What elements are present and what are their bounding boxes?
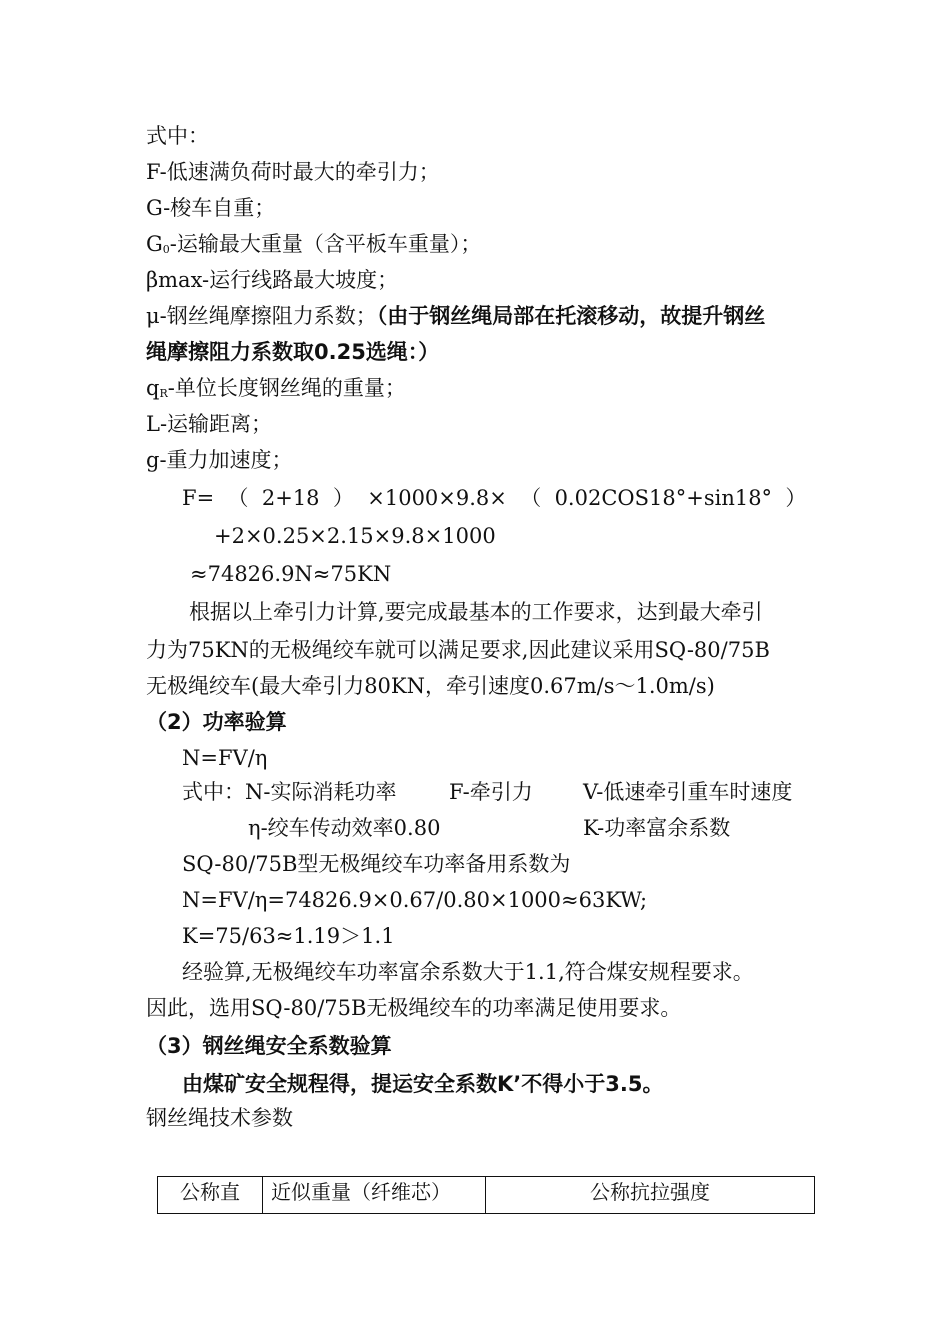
- rope-params-caption: 钢丝绳技术参数: [146, 1106, 293, 1130]
- mu-note-bold: （由于钢丝绳局部在托滚移动，故提升钢丝: [376, 304, 766, 328]
- table-header-diameter: 公称直: [158, 1177, 263, 1214]
- g0-subscript: 0: [162, 243, 170, 256]
- g0-symbol: G: [146, 232, 163, 256]
- rope-params-table: [157, 1176, 815, 1214]
- line-g-accel-def: g-重力加速度；: [146, 448, 293, 472]
- line-beta-def: βmax-运行线路最大坡度；: [146, 268, 399, 292]
- var-k: K-功率富余系数: [583, 816, 731, 840]
- formula-line-1: F= （ 2+18 ） ×1000×9.8× （ 0.02COS18°+sin18° ）: [182, 486, 807, 510]
- formula-result: ≈74826.9N≈75KN: [190, 562, 392, 586]
- var-eta: η-绞车传动效率0.80: [248, 816, 441, 840]
- line-mu-def: [146, 298, 765, 334]
- var-v: V-低速牵引重车时速度: [583, 780, 793, 804]
- formula-line-2: +2×0.25×2.15×9.8×1000: [214, 524, 496, 548]
- power-formula: N=FV/η: [182, 746, 268, 770]
- para-conclusion-2: 因此，选用SQ-80/75B无极绳绞车的功率满足使用要求。: [146, 996, 682, 1020]
- safety-rule: 由煤矿安全规程得，提运安全系数K’不得小于3.5。: [182, 1072, 664, 1096]
- para-conclusion-1: 经验算,无极绳绞车功率富余系数大于1.1,符合煤安规程要求。: [182, 960, 754, 984]
- line-qr-def: [146, 370, 406, 406]
- k-calc: K=75/63≈1.19＞1.1: [182, 924, 395, 948]
- line-mu-note-cont: 绳摩擦阻力系数取0.25选绳：）: [146, 340, 440, 364]
- line-g-def: G-梭车自重；: [146, 196, 276, 220]
- var-n: 式中：N-实际消耗功率: [182, 780, 397, 804]
- table-header-row: [158, 1177, 815, 1214]
- power-calc: N=FV/η=74826.9×0.67/0.80×1000≈63KW;: [182, 888, 648, 912]
- qr-symbol: q: [146, 376, 160, 400]
- table-header-strength: 公称抗拉强度: [486, 1177, 815, 1214]
- line-f-def: F-低速满负荷时最大的牵引力；: [146, 160, 440, 184]
- power-vars-row2: [182, 810, 822, 846]
- qr-subscript: R: [159, 387, 168, 400]
- power-vars-row1: [182, 774, 822, 810]
- line-g0-def: [146, 226, 481, 262]
- g0-text: -运输最大重量（含平板车重量）；: [169, 232, 482, 256]
- para-traction-1: 根据以上牵引力计算,要完成最基本的工作要求，达到最大牵引: [189, 600, 763, 624]
- mu-text: μ-钢丝绳摩擦阻力系数；: [146, 304, 377, 328]
- var-f: F-牵引力: [449, 780, 533, 804]
- qr-text: -单位长度钢丝绳的重量；: [167, 376, 406, 400]
- power-coefficient-intro: SQ-80/75B型无极绳绞车功率备用系数为: [182, 852, 571, 876]
- heading-rope-safety: （3）钢丝绳安全系数验算: [146, 1034, 392, 1058]
- table-header-weight: 近似重量（纤维芯）: [263, 1177, 486, 1214]
- line-l-def: L-运输距离；: [146, 412, 273, 436]
- para-traction-2: 力为75KN的无极绳绞车就可以满足要求,因此建议采用SQ-80/75B: [146, 638, 770, 662]
- heading-power-check: （2）功率验算: [146, 710, 287, 734]
- para-traction-3: 无极绳绞车(最大牵引力80KN，牵引速度0.67m/s～1.0m/s): [146, 674, 715, 698]
- line-shizhong: 式中：: [146, 124, 209, 148]
